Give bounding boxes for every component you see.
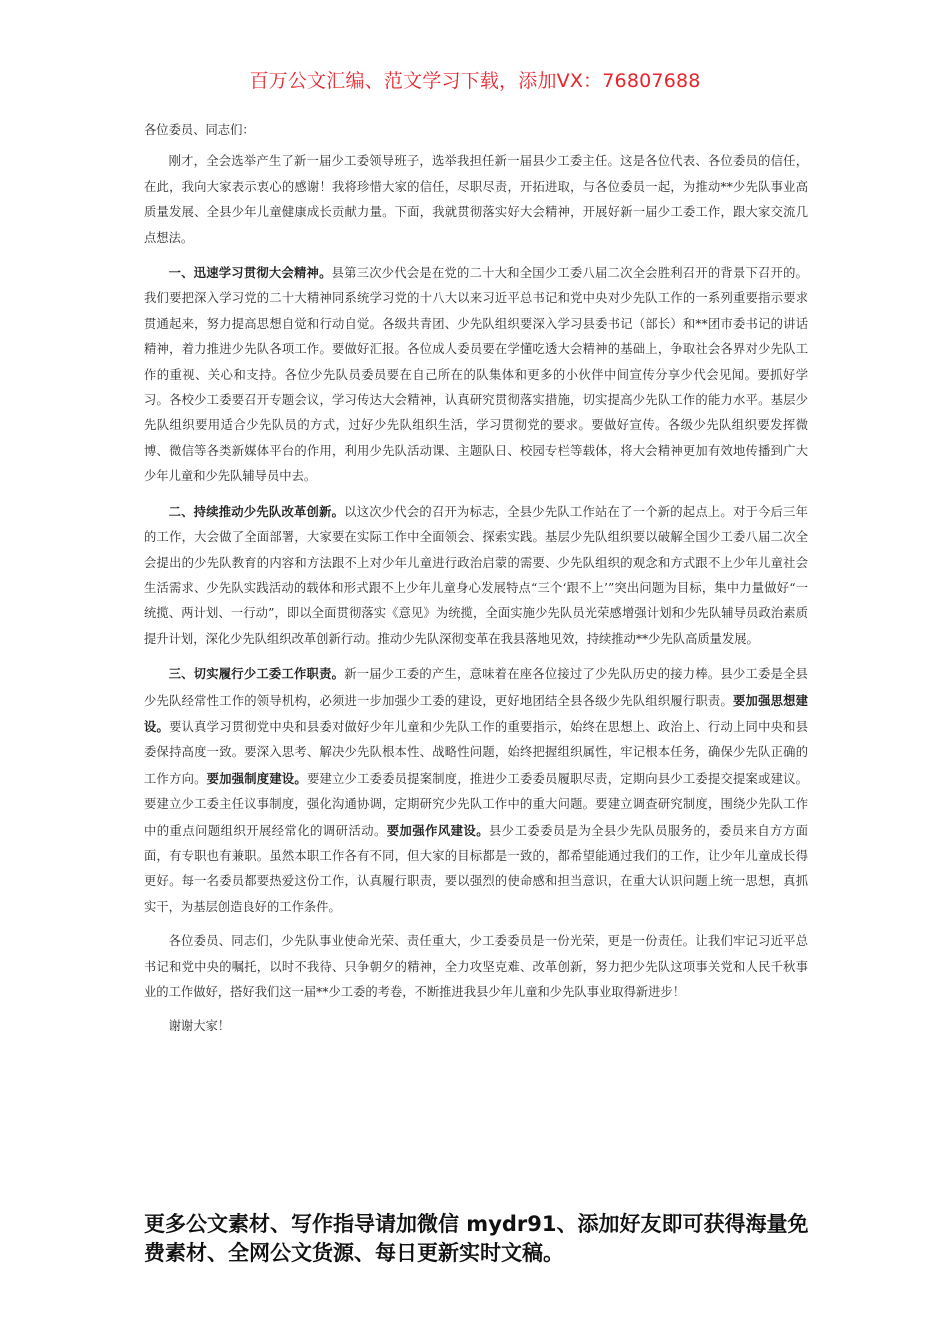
section-2-paragraph (144, 499, 808, 652)
intro-paragraph: 刚才，全会选举产生了新一届少工委领导班子，选举我担任新一届县少工委主任。这是各位代表、各位委员的信任，在此，我向大家表示衷心的感谢！我将珍惜大家的信任，尽职尽责，开拓进取，与各位委员一起，为推动**少先队事业高质量发展、全县少年儿童健康成长贡献力量。下面，我就贯彻落实好大会精神，开展好新一届少工委工作，跟大家交流几点想法。 (144, 154, 808, 245)
section-3-body-d: 县少工委委员是为全县少先队员服务的，委员来自方方面面，有专职也有兼职。虽然本职工作各有不同，但大家的目标都是一致的，都希望能通过我们的工作，让少年儿童成长得更好。每一名委员都要热爱这份工作，认真履行职责，要以强烈的使命感和担当意识，在重大认识问题上统一思想，真抓实干，为基层创造良好的工作条件。 (144, 823, 808, 914)
section-3-subheading-system: 要加强制度建设。 (206, 770, 307, 786)
section-3-body-a: 新一届少工委的产生，意味着在座各位接过了少先队历史的接力棒。县少工委是全县少先队经常性工作的领导机构，必须进一步加强少工委的建设，更好地团结全县各级少先队组织履行职责。 (144, 667, 808, 708)
thanks-line: 谢谢大家！ (168, 1019, 231, 1034)
section-3-subheading-thought: 要加强思想建设。 (144, 692, 808, 734)
section-3-subheading-style: 要加强作风建设。 (386, 822, 490, 838)
section-3-body-b: 要认真学习贯彻党中央和县委对做好少年儿童和少先队工作的重要指示，始终在思想上、政治上、行动上同中央和县委保持高度一致。要深入思考、解决少先队根本性、战略性问题，始终把握组织属性，牢记根本任务，确保少先队正确的工作方向。 (144, 719, 808, 786)
section-1-body: 县第三次少代会是在党的二十大和全国少工委八届二次全会胜利召开的背景下召开的。我们要把深入学习党的二十大精神同系统学习党的十八大以来习近平总书记和党中央对少先队工作的一系列重要指示要求贯通起来，努力提高思想自觉和行动自觉。各级共青团、少先队组织要深入学习县委书记（部长）和**团市委书记的讲话精神，着力推进少先队各项工作。要做好汇报。各位成人委员要在学懂吃透大会精神的基础上，争取社会各界对少先队工作的重视、关心和支持。各位少先队员委员要在自己所在的队集体和更多的小伙伴中间宣传分享少代会见闻。要抓好学习。各校少工委要召开专题会议，学习传达大会精神，认真研究贯彻落实措施，切实提高少先队工作的能力水平。基层少先队组织要用适合少先队员的方式，过好少先队组织生活，学习贯彻党的要求。要做好宣传。各级少先队组织要发挥微博、微信等各类新媒体平台的作用，利用少先队活动课、主题队日、校园专栏等载体，将大会精神更加有效地传播到广大少年儿童和少先队辅导员中去。 (144, 266, 808, 484)
section-3-title: 三、切实履行少工委工作职责。 (168, 666, 345, 682)
closing-paragraph: 各位委员、同志们，少先队事业使命光荣、责任重大，少工委委员是一份光荣，更是一份责任。让我们牢记习近平总书记和党中央的嘱托，以时不我待、只争朝夕的精神，全力攻坚克难、改革创新，努力把少先队这项事关党和人民千秋事业的工作做好，搭好我们这一届**少工委的考卷，不断推进我县少年儿童和少先队事业取得新进步！ (144, 934, 808, 999)
header-banner: 百万公文汇编、范文学习下载，添加VX：76807688 (249, 70, 701, 92)
section-3-paragraph (144, 661, 808, 920)
section-3-body-c: 要建立少工委委员提案制度，推进少工委委员履职尽责，定期向县少工委提交提案或建议。要建立少工委主任议事制度，强化沟通协调，定期研究少先队工作中的重大问题。要建立调查研究制度，围绕少先队工作中的重点问题组织开展经常化的调研活动。 (144, 771, 808, 838)
section-1-paragraph (144, 260, 808, 490)
section-2-title: 二、持续推动少先队改革创新。 (168, 503, 345, 519)
speech-body (144, 118, 808, 1052)
footer-promo: 更多公文素材、写作指导请加微信 mydr91、添加好友即可获得海量免费素材、全网公文货源、每日更新实时文稿。 (144, 1212, 809, 1265)
section-1-title: 一、迅速学习贯彻大会精神。 (168, 265, 332, 281)
section-2-body: 以这次少代会的召开为标志，全县少先队工作站在了一个新的起点上。对于今后三年的工作，大会做了全面部署，大家要在实际工作中全面领会、探索实践。基层少先队组织要以破解全国少工委八届二次全会提出的少先队教育的内容和方法跟不上对少年儿童进行政治启蒙的需要、少先队组织的观念和方式跟不上少年儿童社会生活需求、少先队实践活动的载体和形式跟不上少年儿童身心发展特点“三个‘跟不上’”突出问题为目标，集中力量做好“一统揽、两计划、一行动”，即以全面贯彻落实《意见》为统揽，全面实施少先队员光荣感增强计划和少先队辅导员政治素质提升计划，深化少先队组织改革创新行动。推动少先队深彻变革在我县落地见效，持续推动**少先队高质量发展。 (144, 504, 808, 646)
salutation: 各位委员、同志们： (144, 123, 255, 137)
